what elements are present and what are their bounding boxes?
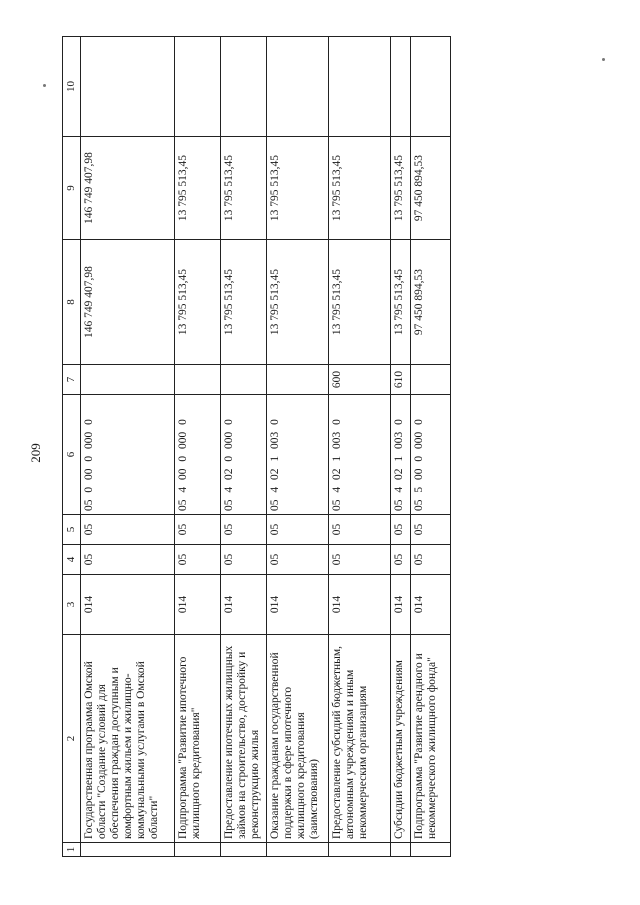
table-row bbox=[221, 37, 267, 857]
amount-cell bbox=[221, 37, 267, 137]
section-cell: 05 bbox=[391, 545, 411, 575]
amount-cell: 13 795 513,45 bbox=[329, 240, 391, 365]
table-row bbox=[329, 37, 391, 857]
header-cell-2: 2 bbox=[63, 635, 81, 843]
subsection-cell: 05 bbox=[175, 515, 221, 545]
section-cell: 05 bbox=[267, 545, 329, 575]
name-cell: Подпрограмма "Развитие арендного и некоммерческого жилищного фонда" bbox=[411, 635, 451, 843]
grbs-cell: 014 bbox=[81, 575, 175, 635]
row-number-cell bbox=[411, 843, 451, 857]
subsection-cell: 05 bbox=[221, 515, 267, 545]
row-number-cell bbox=[391, 843, 411, 857]
row-number-cell bbox=[175, 843, 221, 857]
table-row bbox=[391, 37, 411, 857]
amount-cell: 97 450 894,53 bbox=[411, 137, 451, 240]
subsection-cell: 05 bbox=[411, 515, 451, 545]
amount-cell: 13 795 513,45 bbox=[329, 137, 391, 240]
target-article-cell: 05 4 02 1 003 0 bbox=[329, 395, 391, 515]
amount-cell bbox=[267, 37, 329, 137]
header-cell-8: 8 bbox=[63, 240, 81, 365]
table-row bbox=[411, 37, 451, 857]
header-cell-9: 9 bbox=[63, 137, 81, 240]
name-cell: Подпрограмма "Развитие ипотечного жилищного кредитования" bbox=[175, 635, 221, 843]
amount-cell: 13 795 513,45 bbox=[221, 240, 267, 365]
subsection-cell: 05 bbox=[81, 515, 175, 545]
amount-cell: 13 795 513,45 bbox=[391, 240, 411, 365]
expense-type-cell bbox=[81, 365, 175, 395]
amount-cell bbox=[411, 37, 451, 137]
expense-type-cell bbox=[175, 365, 221, 395]
amount-cell: 13 795 513,45 bbox=[391, 137, 411, 240]
grbs-cell: 014 bbox=[329, 575, 391, 635]
grbs-cell: 014 bbox=[221, 575, 267, 635]
name-cell: Оказание гражданам государственной поддержки в сфере ипотечного жилищного кредитования (заимствования) bbox=[267, 635, 329, 843]
name-cell: Предоставление ипотечных жилищных займов на строительство, достройку и реконструкцию жилья bbox=[221, 635, 267, 843]
target-article-cell: 05 4 02 1 003 0 bbox=[267, 395, 329, 515]
amount-cell: 13 795 513,45 bbox=[221, 137, 267, 240]
row-number-cell bbox=[221, 843, 267, 857]
header-cell-5: 5 bbox=[63, 515, 81, 545]
table-row bbox=[81, 37, 175, 857]
name-cell: Государственная программа Омской области "Создание условий для обеспечения граждан доступным и комфортным жильем и жилищно-коммунальными услугами в Омской области" bbox=[81, 635, 175, 843]
section-cell: 05 bbox=[175, 545, 221, 575]
name-cell: Субсидии бюджетным учреждениям bbox=[391, 635, 411, 843]
grbs-cell: 014 bbox=[391, 575, 411, 635]
page-number: 209 bbox=[28, 443, 43, 463]
header-cell-10: 10 bbox=[63, 37, 81, 137]
amount-cell: 146 749 407,98 bbox=[81, 240, 175, 365]
amount-cell: 146 749 407,98 bbox=[81, 137, 175, 240]
header-cell-1: 1 bbox=[63, 843, 81, 857]
name-cell: Предоставление субсидий бюджетным, автономным учреждениям и иным некоммерческим организациям bbox=[329, 635, 391, 843]
expense-type-cell: 610 bbox=[391, 365, 411, 395]
target-article-cell: 05 4 02 1 003 0 bbox=[391, 395, 411, 515]
scan-speck bbox=[602, 58, 605, 61]
grbs-cell: 014 bbox=[411, 575, 451, 635]
amount-cell bbox=[81, 37, 175, 137]
amount-cell bbox=[175, 37, 221, 137]
header-cell-7: 7 bbox=[63, 365, 81, 395]
amount-cell: 97 450 894,53 bbox=[411, 240, 451, 365]
expense-type-cell bbox=[267, 365, 329, 395]
header-cell-4: 4 bbox=[63, 545, 81, 575]
header-cell-3: 3 bbox=[63, 575, 81, 635]
amount-cell: 13 795 513,45 bbox=[267, 240, 329, 365]
amount-cell: 13 795 513,45 bbox=[175, 240, 221, 365]
target-article-cell: 05 4 00 0 000 0 bbox=[175, 395, 221, 515]
target-article-cell: 05 0 00 0 000 0 bbox=[81, 395, 175, 515]
target-article-cell: 05 5 00 0 000 0 bbox=[411, 395, 451, 515]
row-number-cell bbox=[329, 843, 391, 857]
amount-cell bbox=[391, 37, 411, 137]
expense-type-cell: 600 bbox=[329, 365, 391, 395]
row-number-cell bbox=[81, 843, 175, 857]
subsection-cell: 05 bbox=[267, 515, 329, 545]
section-cell: 05 bbox=[221, 545, 267, 575]
amount-cell: 13 795 513,45 bbox=[175, 137, 221, 240]
table-row bbox=[267, 37, 329, 857]
header-cell-6: 6 bbox=[63, 395, 81, 515]
grbs-cell: 014 bbox=[267, 575, 329, 635]
budget-table bbox=[62, 36, 451, 857]
rotated-table-wrapper bbox=[62, 37, 462, 857]
amount-cell bbox=[329, 37, 391, 137]
section-cell: 05 bbox=[81, 545, 175, 575]
table-row bbox=[175, 37, 221, 857]
row-number-cell bbox=[267, 843, 329, 857]
expense-type-cell bbox=[411, 365, 451, 395]
section-cell: 05 bbox=[329, 545, 391, 575]
subsection-cell: 05 bbox=[329, 515, 391, 545]
header-row bbox=[63, 37, 81, 857]
amount-cell: 13 795 513,45 bbox=[267, 137, 329, 240]
expense-type-cell bbox=[221, 365, 267, 395]
grbs-cell: 014 bbox=[175, 575, 221, 635]
target-article-cell: 05 4 02 0 000 0 bbox=[221, 395, 267, 515]
scan-speck bbox=[43, 84, 46, 87]
section-cell: 05 bbox=[411, 545, 451, 575]
subsection-cell: 05 bbox=[391, 515, 411, 545]
